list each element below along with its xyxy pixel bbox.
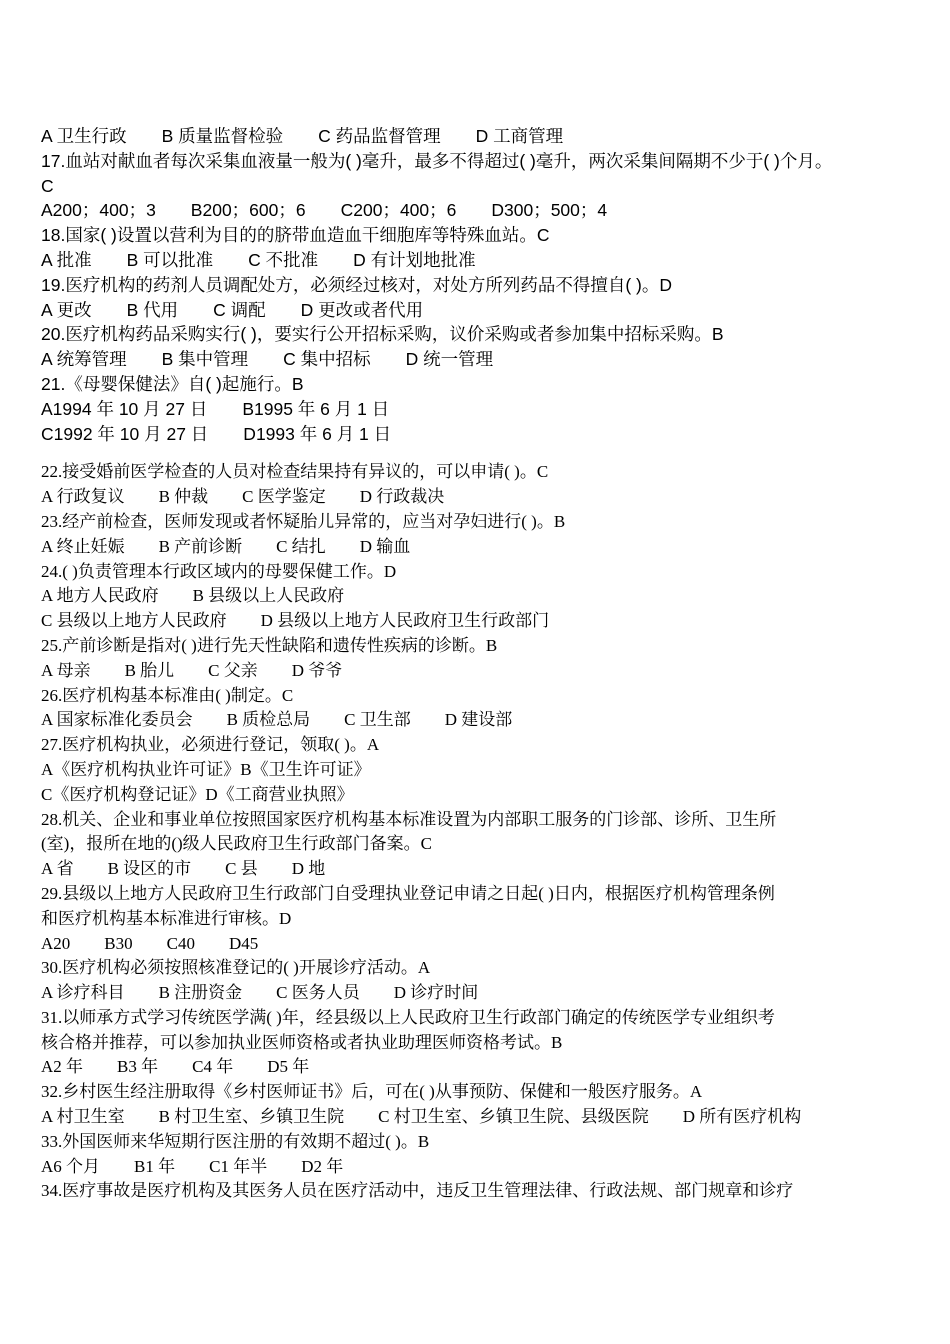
- text-line: 27.医疗机构执业，必须进行登记，领取( )。A: [41, 735, 380, 755]
- document-page: [41, 124, 921, 1204]
- questions-block-sans: [41, 124, 921, 446]
- text-line: 20.医疗机构药品采购实行( )，要实行公开招标采购，议价采购或者参加集中招标采购。B: [41, 324, 724, 345]
- text-line: 24.( )负责管理本行政区域内的母婴保健工作。D: [41, 561, 397, 581]
- text-line: 34.医疗事故是医疗机构及其医务人员在医疗活动中，违反卫生管理法律、行政法规、部门规章和诊疗: [41, 1181, 794, 1201]
- text-line: A 卫生行政 B 质量监督检验 C 药品监督管理 D 工商管理: [41, 126, 564, 146]
- text-line: A6 个月 B1 年 C1 年半 D2 年: [41, 1156, 344, 1176]
- text-line: 30.医疗机构必须按照核准登记的( )开展诊疗活动。A: [41, 958, 431, 978]
- text-line: 31.以师承方式学习传统医学满( )年，经县级以上人民政府卫生行政部门确定的传统医学专业组织考: [41, 1007, 775, 1027]
- text-line: A 终止妊娠 B 产前诊断 C 结扎 D 输血: [41, 536, 411, 556]
- text-line: A1994 年 10 月 27 日 B1995 年 6 月 1 日: [41, 398, 390, 419]
- text-line: (室)，报所在地的()级人民政府卫生行政部门备案。C: [41, 834, 432, 854]
- text-line: A 地方人民政府 B 县级以上人民政府: [41, 586, 345, 606]
- text-line: C1992 年 10 月 27 日 D1993 年 6 月 1 日: [41, 423, 392, 444]
- questions-block-serif: [41, 460, 921, 1204]
- text-line: 26.医疗机构基本标准由( )制定。C: [41, 685, 294, 705]
- text-line: 17.血站对献血者每次采集血液量一般为( )毫升，最多不得超过( )毫升，两次采集间隔期不少于( )个月。: [41, 150, 833, 171]
- text-line: A 国家标准化委员会 B 质检总局 C 卫生部 D 建设部: [41, 710, 513, 730]
- text-line: A《医疗机构执业许可证》B《卫生许可证》: [41, 759, 371, 779]
- text-line: 21.《母婴保健法》自( )起施行。B: [41, 373, 304, 394]
- text-line: A 村卫生室 B 村卫生室、乡镇卫生院 C 村卫生室、乡镇卫生院、县级医院 D 所有医疗机构: [41, 1107, 802, 1127]
- text-line: A 行政复议 B 仲裁 C 医学鉴定 D 行政裁决: [41, 487, 445, 507]
- text-line: 22.接受婚前医学检查的人员对检查结果持有异议的，可以申请( )。C: [41, 462, 549, 482]
- text-line: C 县级以上地方人民政府 D 县级以上地方人民政府卫生行政部门: [41, 611, 550, 631]
- text-line: A 更改 B 代用 C 调配 D 更改或者代用: [41, 299, 424, 320]
- text-line: 29.县级以上地方人民政府卫生行政部门自受理执业登记申请之日起( )日内，根据医疗机构管理条例: [41, 883, 775, 903]
- text-line: 核合格并推荐，可以参加执业医师资格或者执业助理医师资格考试。B: [41, 1032, 563, 1052]
- text-line: A 批准 B 可以批准 C 不批准 D 有计划地批准: [41, 249, 476, 270]
- text-line: 25.产前诊断是指对( )进行先天性缺陷和遗传性疾病的诊断。B: [41, 635, 498, 655]
- text-line: A20 B30 C40 D45: [41, 933, 259, 953]
- text-line: A 诊疗科目 B 注册资金 C 医务人员 D 诊疗时间: [41, 983, 479, 1003]
- text-line: 32.乡村医生经注册取得《乡村医师证书》后，可在( )从事预防、保健和一般医疗服务。A: [41, 1082, 703, 1102]
- text-line: 23.经产前检查，医师发现或者怀疑胎儿异常的，应当对孕妇进行( )。B: [41, 511, 566, 531]
- text-line: A 省 B 设区的市 C 县 D 地: [41, 859, 326, 879]
- text-line: 和医疗机构基本标准进行审核。D: [41, 908, 292, 928]
- text-line: A 统筹管理 B 集中管理 C 集中招标 D 统一管理: [41, 349, 494, 370]
- text-line: 18.国家( )设置以营利为目的的脐带血造血干细胞库等特殊血站。C: [41, 225, 550, 246]
- text-line: 28.机关、企业和事业单位按照国家医疗机构基本标准设置为内部职工服务的门诊部、诊所、卫生所: [41, 809, 777, 829]
- text-line: 33.外国医师来华短期行医注册的有效期不超过( )。B: [41, 1131, 430, 1151]
- text-line: 19.医疗机构的药剂人员调配处方，必须经过核对，对处方所列药品不得擅自( )。D: [41, 274, 672, 295]
- block-gap: [41, 446, 921, 460]
- text-line: A2 年 B3 年 C4 年 D5 年: [41, 1057, 310, 1077]
- text-line: C: [41, 175, 54, 196]
- text-line: A200；400；3 B200；600；6 C200；400；6 D300；500；4: [41, 200, 608, 221]
- text-line: A 母亲 B 胎儿 C 父亲 D 爷爷: [41, 660, 343, 680]
- text-line: C《医疗机构登记证》D《工商营业执照》: [41, 784, 354, 804]
